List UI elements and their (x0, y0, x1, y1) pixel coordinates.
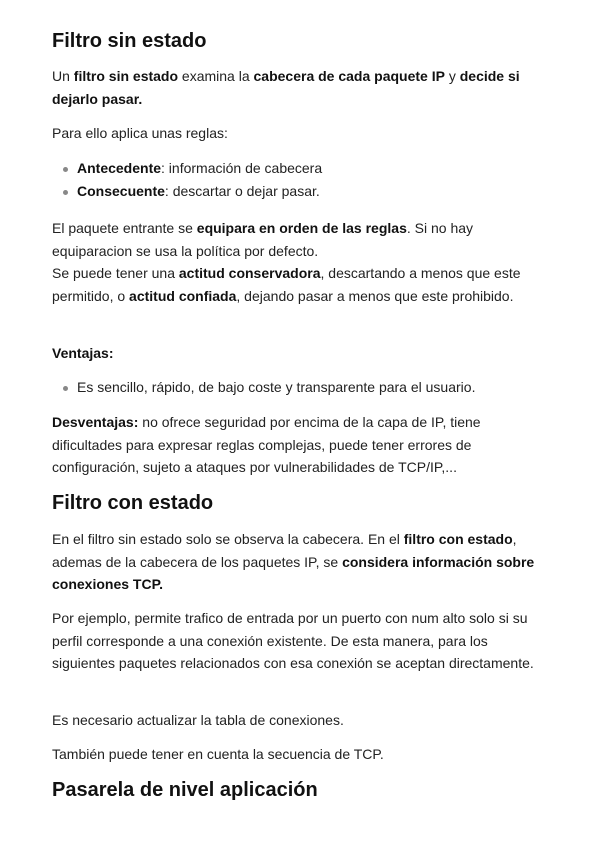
paragraph-secuencia-tcp: También puede tener en cuenta la secuencia de TCP. (52, 746, 384, 762)
text-run: El paquete entrante se (52, 220, 197, 236)
text-run: , dejando pasar a menos que este prohibido. (236, 287, 514, 304)
bold-term: cabecera de cada paquete IP (253, 68, 445, 84)
bold-term: Desventajas: (52, 414, 139, 430)
text-run: , descartando a menos que este permitido, o (52, 265, 521, 304)
paragraph-reglas: Para ello aplica unas reglas: (52, 125, 228, 141)
bold-term: Ventajas: (52, 345, 114, 361)
bold-term: considera información sobre conexiones TCP. (52, 553, 535, 593)
text-run: y (444, 68, 460, 84)
text-run: En el filtro sin estado solo se observa la cabecera. En el (52, 531, 404, 547)
bold-term: actitud confiada (129, 287, 237, 304)
text-run: : información de cabecera (161, 160, 323, 176)
text-run: Un (52, 68, 74, 84)
bold-term: actitud conservadora (178, 265, 321, 282)
paragraph-tabla-conexiones: Es necesario actualizar la tabla de conexiones. (52, 712, 344, 728)
paragraph-con-estado-intro (52, 528, 552, 596)
text-run: examina la (178, 68, 254, 84)
section-title-filtro-con-estado: Filtro con estado (52, 492, 214, 514)
bold-term: Antecedente (77, 160, 162, 176)
text-run: : descartar o dejar pasar. (164, 182, 320, 199)
paragraph-ejemplo: Por ejemplo, permite trafico de entrada por un puerto con num alto solo si su perfil corresponde a una conexión existente. De esta manera, para los siguientes paquetes relacionados con esa conexión se aceptan directamente. (52, 610, 534, 672)
bold-term: filtro con estado (403, 531, 513, 547)
paragraph-equipara (52, 217, 552, 307)
text-run: Se puede tener una (52, 265, 179, 282)
bold-term: equipara en orden de las reglas (196, 220, 407, 236)
ventajas-list (52, 376, 552, 399)
text-run: , ademas de la cabecera de los paquetes IP, se (52, 531, 517, 570)
section-title-pasarela: Pasarela de nivel aplicación (52, 779, 318, 801)
text-run: no ofrece seguridad por encima de la capa de IP, tiene dificultades para expresar reglas complejas, puede tener errores de configuración, sujeto a ataques por vulnerabilidades de TCP/IP,... (52, 414, 481, 476)
paragraph-intro (52, 65, 552, 110)
text-run: . Si no hay equiparacion se usa la política por defecto. (52, 220, 474, 259)
bold-term: decide si dejarlo pasar. (52, 68, 520, 107)
section-title-filtro-sin-estado: Filtro sin estado (52, 30, 207, 52)
list-item (52, 180, 552, 203)
list-item (52, 157, 552, 180)
rules-list (52, 157, 552, 202)
paragraph-desventajas (52, 411, 552, 479)
ventajas-label (52, 342, 552, 365)
bold-term: Consecuente (77, 182, 165, 199)
bold-term: filtro sin estado (73, 68, 179, 84)
list-item: Es sencillo, rápido, de bajo coste y transparente para el usuario. (52, 376, 552, 399)
